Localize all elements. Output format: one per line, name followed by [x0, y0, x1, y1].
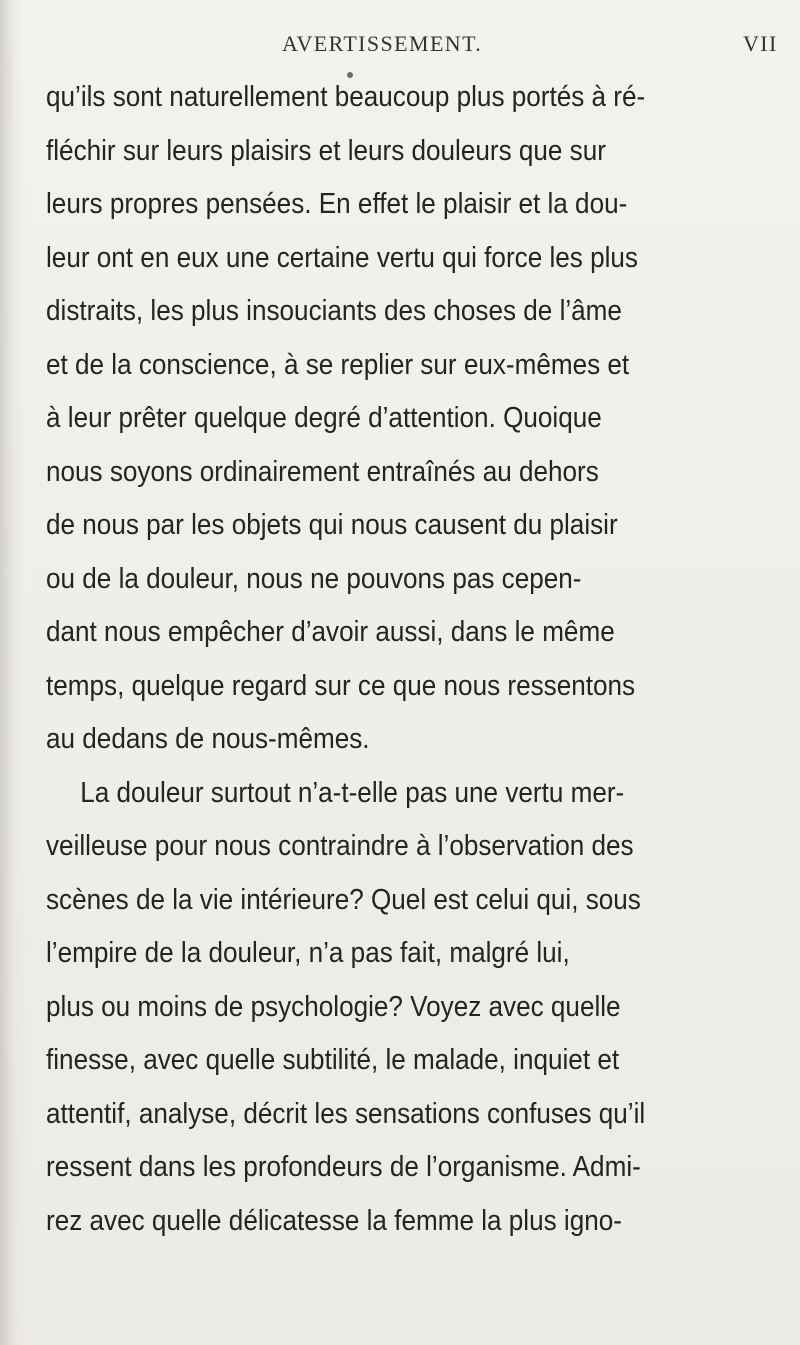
- text-line: plus ou moins de psychologie? Voyez avec quelle: [46, 990, 621, 1023]
- text-line: attentif, analyse, décrit les sensations confuses qu’il: [46, 1097, 646, 1130]
- text-line: veilleuse pour nous contraindre à l’observation des: [46, 830, 634, 862]
- text-line: fléchir sur leurs plaisirs et leurs douleurs que sur: [46, 134, 606, 167]
- text-line: finesse, avec quelle subtilité, le malade, inquiet et: [46, 1044, 620, 1076]
- text-line: dant nous empêcher d’avoir aussi, dans le même: [46, 616, 615, 648]
- text-line: distraits, les plus insouciants des choses de l’âme: [46, 295, 622, 327]
- text-line: ressent dans les profondeurs de l’organisme. Admi-: [46, 1151, 641, 1183]
- page-header: [0, 32, 800, 62]
- text-line: rez avec quelle délicatesse la femme la plus igno-: [46, 1204, 622, 1237]
- text-line: temps, quelque regard sur ce que nous ressentons: [46, 669, 636, 702]
- text-line: nous soyons ordinairement entraînés au dehors: [46, 455, 599, 488]
- text-line: à leur prêter quelque degré d’attention. Quoique: [46, 402, 602, 434]
- text-line: l’empire de la douleur, n’a pas fait, malgré lui,: [46, 937, 570, 969]
- running-title: AVERTISSEMENT.: [282, 31, 483, 56]
- page-fold-shadow: [0, 0, 14, 1345]
- text-line: leur ont en eux une certaine vertu qui force les plus: [46, 241, 638, 274]
- text-line: ou de la douleur, nous ne pouvons pas cepen-: [46, 562, 582, 595]
- page-number: VII: [743, 31, 778, 56]
- body-text: [46, 71, 676, 1248]
- text-line: de nous par les objets qui nous causent du plaisir: [46, 509, 618, 541]
- text-line: qu’ils sont naturellement beaucoup plus portés à ré-: [46, 81, 646, 113]
- text-line: et de la conscience, à se replier sur eux-mêmes et: [46, 348, 630, 381]
- text-line: scènes de la vie intérieure? Quel est celui qui, sous: [46, 883, 641, 916]
- text-line: leurs propres pensées. En effet le plaisir et la dou-: [46, 188, 628, 220]
- text-line: au dedans de nous-mêmes.: [46, 723, 370, 755]
- paragraph-start-line: La douleur surtout n’a-t-elle pas une vertu mer-: [80, 776, 625, 809]
